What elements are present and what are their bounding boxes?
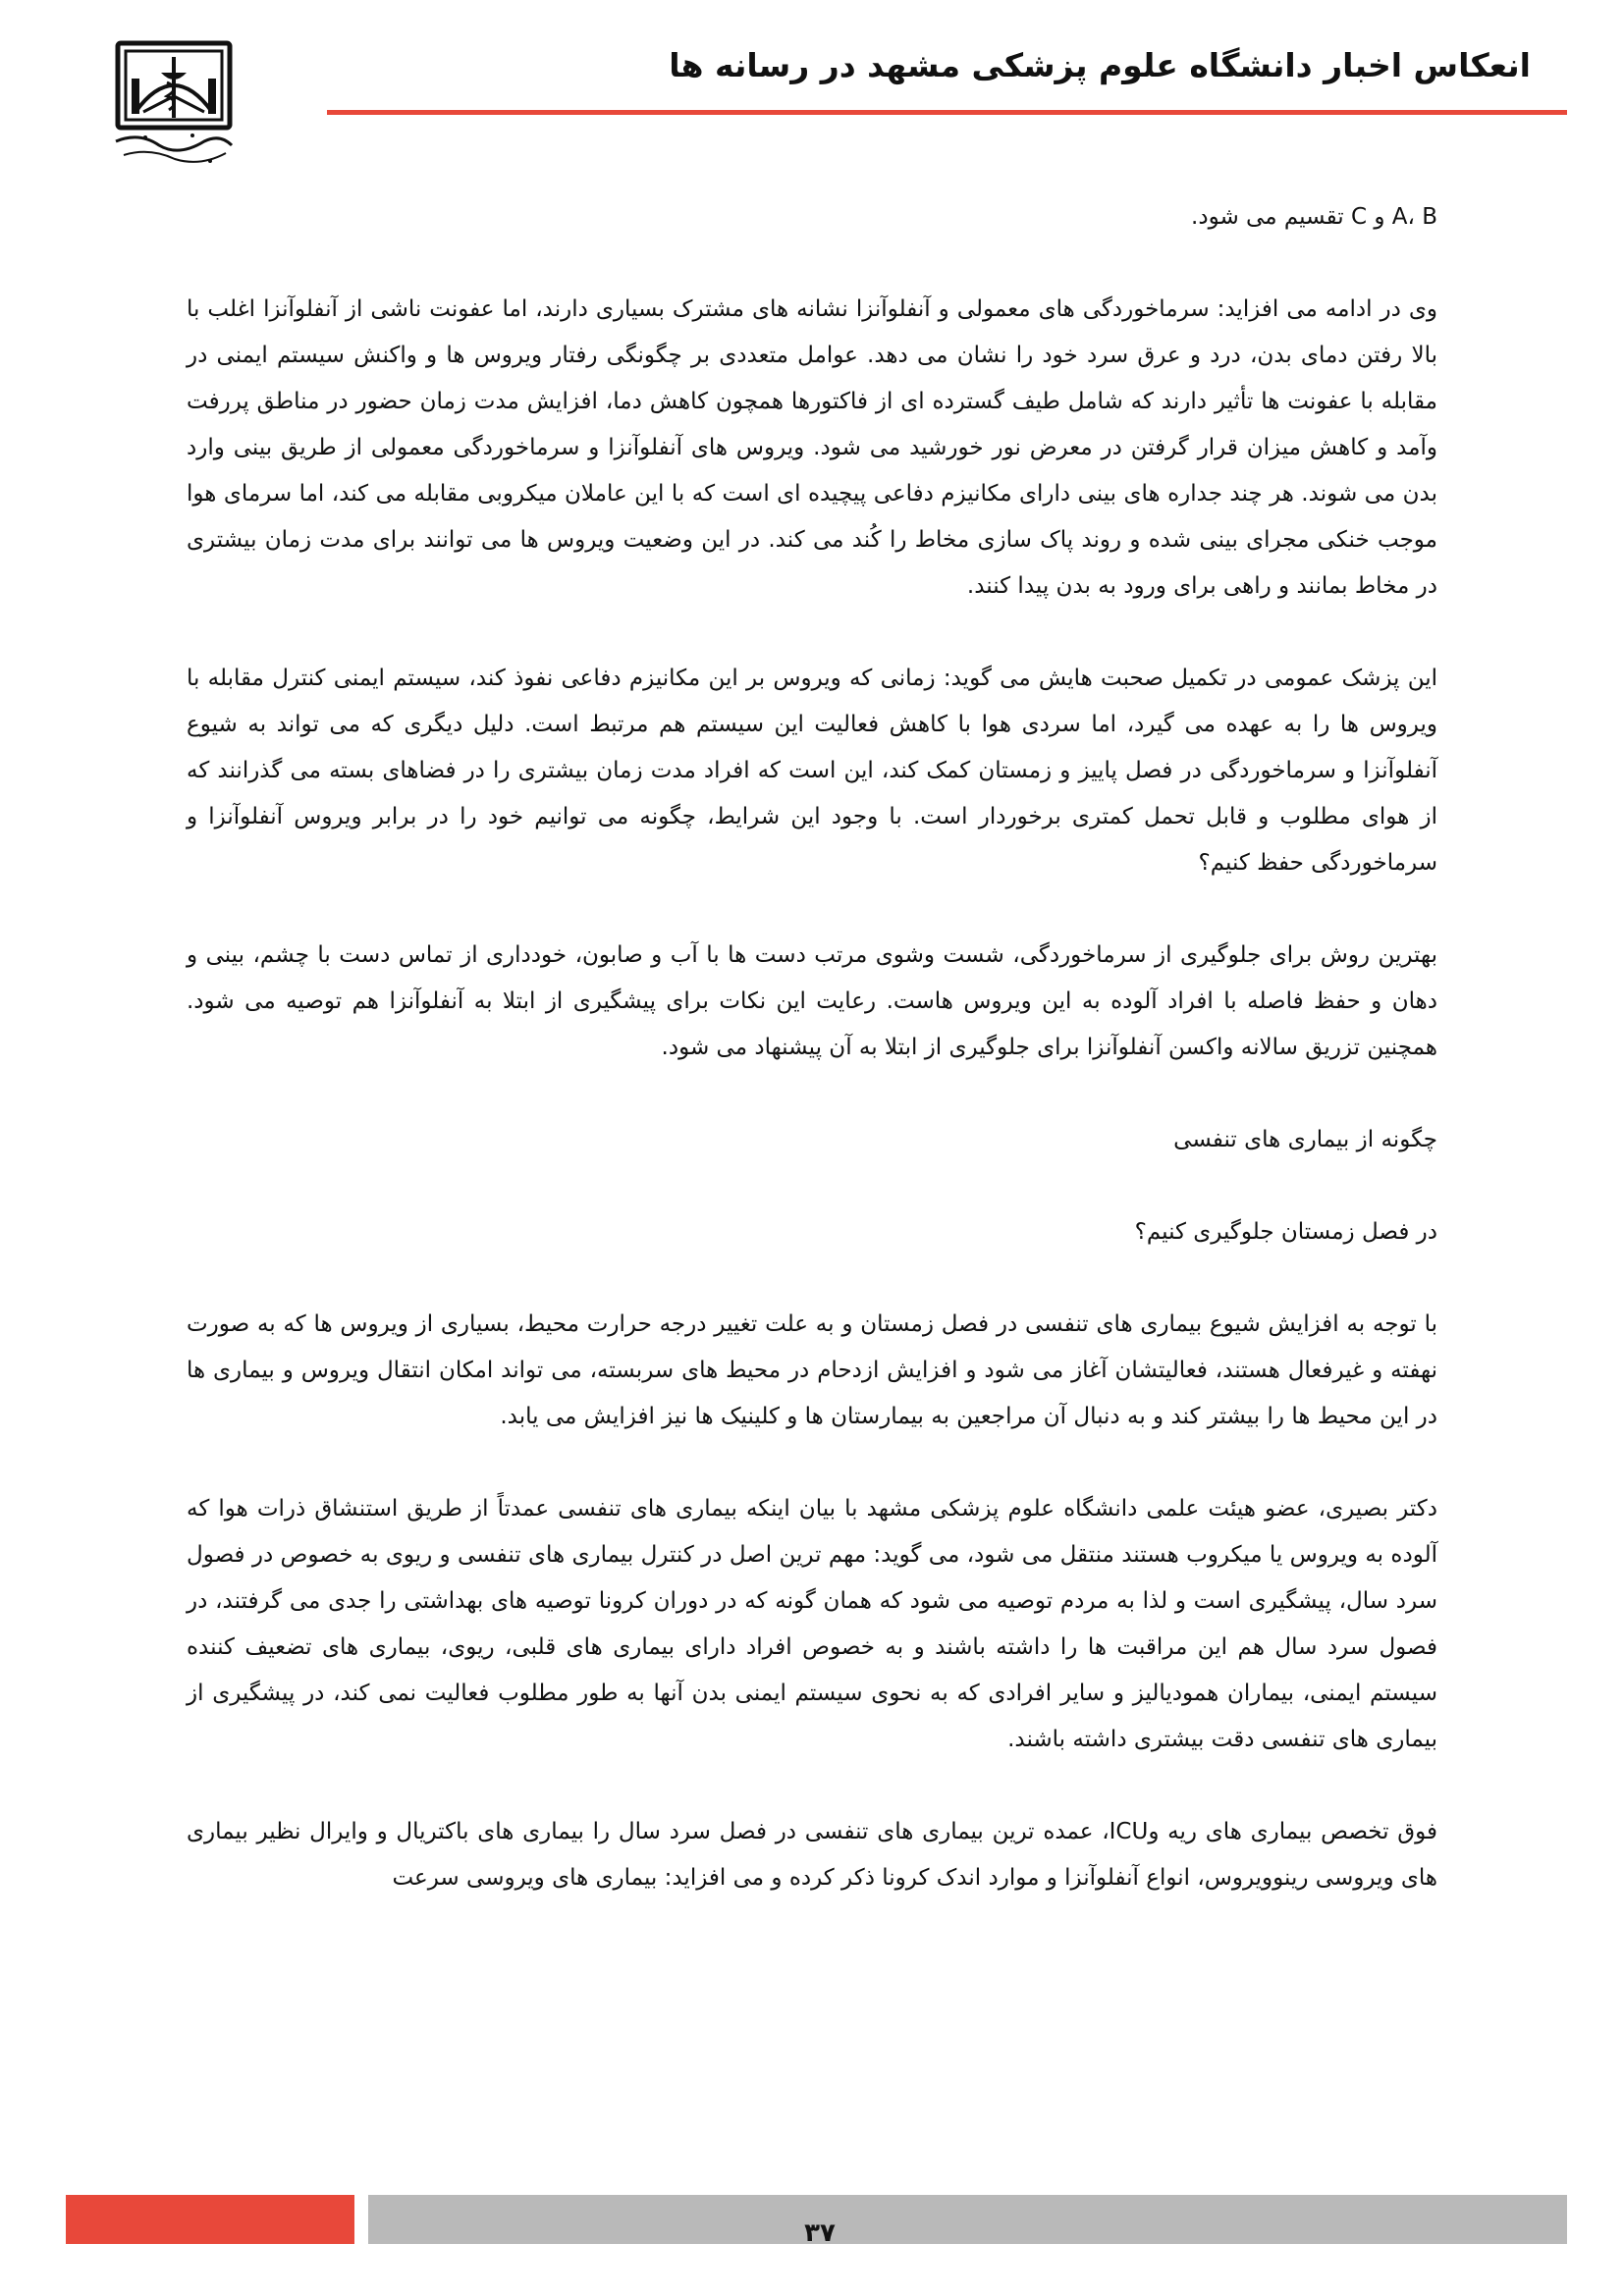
footer-accent-bar bbox=[66, 2195, 354, 2244]
document-header-title: انعکاس اخبار دانشگاه علوم پزشکی مشهد در رسانه ها bbox=[669, 46, 1531, 84]
paragraph: فوق تخصص بیماری های ریه وICU، عمده ترین بیماری های تنفسی در فصل سرد سال را بیماری های باکتریال و وایرال نظیر بیماری های ویروسی رینوویروس، انواع آنفلوآنزا و موارد اندک کرونا ذکر کرده و می افزاید: بیماری های ویروسی سرعت bbox=[187, 1819, 1437, 1891]
section-heading: در فصل زمستان جلوگیری کنیم؟ bbox=[1134, 1219, 1437, 1245]
footer-bar bbox=[368, 2195, 1567, 2244]
paragraph: A، B و C تقسیم می شود. bbox=[1191, 204, 1437, 230]
paragraph: با توجه به افزایش شیوع بیماری های تنفسی در فصل زمستان و به علت تغییر درجه حرارت محیط، بسیاری از ویروس ها که به صورت نهفته و غیرفعال هستند، فعالیتشان آغاز می شود و افزایش ازدحام در محیط های سربسته، می تواند امکان انتقال ویروس و بیماری ها در این محیط ها را بیشتر کند و به دنبال آن مراجعین به بیمارستان ها و کلینیک ها نیز افزایش می یابد. bbox=[187, 1311, 1437, 1429]
header-divider bbox=[327, 110, 1567, 115]
paragraph: دکتر بصیری، عضو هیئت علمی دانشگاه علوم پزشکی مشهد با بیان اینکه بیماری های تنفسی عمدتاً از طریق استنشاق ذرات هوا که آلوده به ویروس یا میکروب هستند منتقل می شود، می گوید: مهم ترین اصل در کنترل بیماری های تنفسی و ریوی به خصوص در فصول سرد سال، پیشگیری است و لذا به مردم توصیه می شود که همان گونه که در دوران کرونا توصیه های بهداشتی را جدی می گرفتند، در فصول سرد سال هم این مراقبت ها را داشته باشند و به خصوص افراد دارای بیماری های قلبی، ریوی، بیماری های تضعیف کننده سیستم ایمنی، بیماران همودیالیز و سایر افرادی که به نحوی سیستم ایمنی بدن آنها به طور مطلوب فعالیت نمی کند، در پیشگیری از بیماری های تنفسی دقت بیشتری داشته باشند. bbox=[187, 1496, 1437, 1752]
university-emblem-icon bbox=[110, 39, 238, 169]
paragraph: بهترین روش برای جلوگیری از سرماخوردگی، شست وشوی مرتب دست ها با آب و صابون، خودداری از تماس دست با چشم، بینی و دهان و حفظ فاصله با افراد آلوده به این ویروس هاست. رعایت این نکات برای پیشگیری از ابتلا به آنفلوآنزا هم توصیه می شود. همچنین تزریق سالانه واکسن آنفلوآنزا برای جلوگیری از ابتلا به آن پیشنهاد می شود. bbox=[187, 942, 1437, 1060]
paragraph: این پزشک عمومی در تکمیل صحبت هایش می گوید: زمانی که ویروس بر این مکانیزم دفاعی نفوذ کند، سیستم ایمنی کنترل مقابله با ویروس ها را به عهده می گیرد، اما سردی هوا با کاهش فعالیت این سیستم هم مرتبط است. دلیل دیگری که می تواند به شیوع آنفلوآنزا و سرماخوردگی در فصل پاییز و زمستان کمک کند، این است که افراد مدت زمان بیشتری را در فضاهای بسته می گذرانند که از هوای مطلوب و قابل تحمل کمتری برخوردار است. با وجود این شرایط، چگونه می توانیم خود را در برابر ویروس آنفلوآنزا و سرماخوردگی حفظ کنیم؟ bbox=[187, 666, 1437, 876]
paragraph: وی در ادامه می افزاید: سرماخوردگی های معمولی و آنفلوآنزا نشانه های مشترک بسیاری دارند، اما عفونت ناشی از آنفلوآنزا اغلب با بالا رفتن دمای بدن، درد و عرق سرد خود را نشان می دهد. عوامل متعددی بر چگونگی رفتار ویروس ها و واکنش سیستم ایمنی در مقابله با عفونت ها تأثیر دارند که شامل طیف گسترده ای از فاکتورها همچون کاهش دما، افزایش مدت زمان حضور در مناطق پررفت وآمد و کاهش میزان قرار گرفتن در معرض نور خورشید می شود. ویروس های آنفلوآنزا و سرماخوردگی معمولی از طریق بینی وارد بدن می شوند. هر چند جداره های بینی دارای مکانیزم دفاعی پیچیده ای است که با این عاملان میکروبی مقابله می کند، اما سرمای هوا موجب خنکی مجرای بینی شده و روند پاک سازی مخاط را کُند می کند. در این وضعیت ویروس ها می توانند برای مدت زمان بیشتری در مخاط بمانند و راهی برای ورود به بدن پیدا کنند. bbox=[187, 296, 1437, 599]
page-number: ۳۷ bbox=[804, 2218, 836, 2248]
section-heading: چگونه از بیماری های تنفسی bbox=[1173, 1127, 1437, 1152]
article-body bbox=[187, 194, 1437, 1901]
